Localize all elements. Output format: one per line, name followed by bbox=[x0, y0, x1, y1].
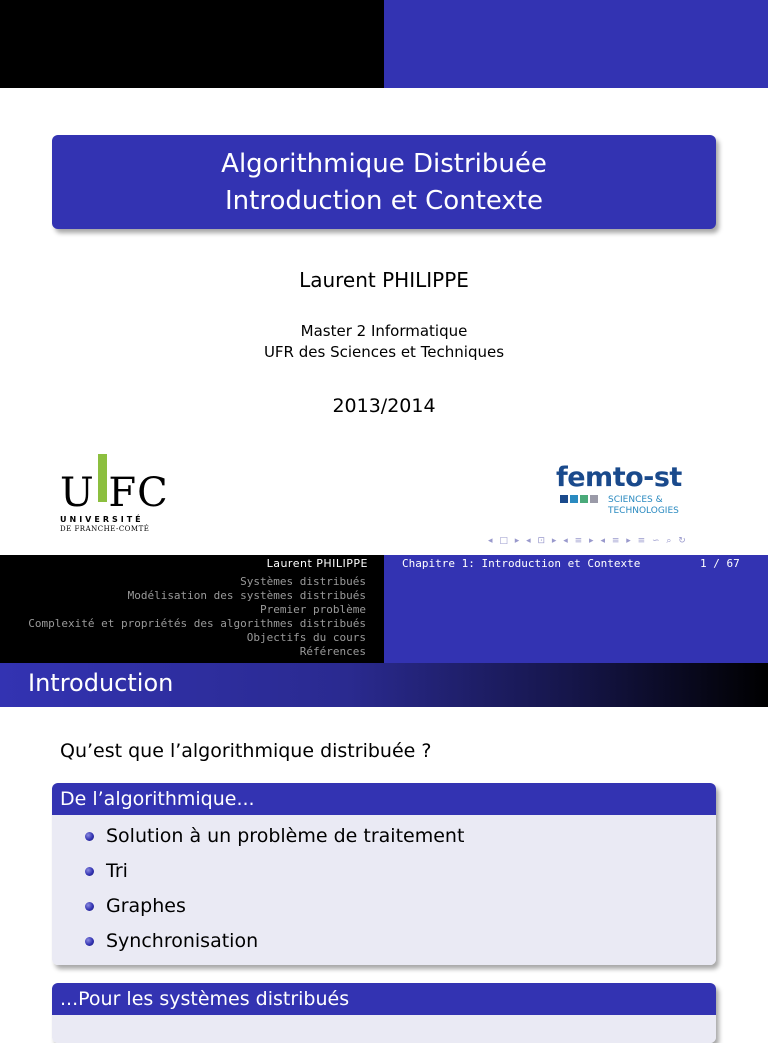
title-line-2: Introduction et Contexte bbox=[224, 186, 544, 216]
block-systemes-distribues bbox=[52, 983, 716, 1043]
block-body bbox=[52, 815, 716, 965]
bullet-icon bbox=[85, 902, 94, 911]
header-bar-right bbox=[384, 0, 768, 88]
date: 2013/2014 bbox=[332, 395, 436, 417]
femto-square-2 bbox=[570, 495, 578, 503]
toc-item[interactable]: Premier problème bbox=[260, 603, 366, 616]
block-body bbox=[52, 1015, 716, 1043]
block-algorithmique bbox=[52, 783, 716, 965]
block-title: De l’algorithmique... bbox=[52, 783, 716, 815]
footer-page-number: 1 / 67 bbox=[700, 557, 740, 570]
footer-toc bbox=[28, 575, 366, 659]
author: Laurent PHILIPPE bbox=[299, 268, 469, 292]
list-item bbox=[52, 854, 716, 889]
toc-item[interactable]: Modélisation des systèmes distribués bbox=[127, 589, 366, 602]
institute-line-1: Master 2 Informatique bbox=[300, 322, 468, 340]
list-item-text: Solution à un problème de traitement bbox=[106, 825, 465, 847]
header-bar-left bbox=[0, 0, 384, 88]
ufc-logo-subtitle: DE FRANCHE-COMTÉ bbox=[60, 525, 150, 533]
title-line-1: Algorithmique Distribuée bbox=[221, 149, 547, 179]
ufc-logo-letters: U FC bbox=[60, 470, 169, 516]
femto-sub-1: SCIENCES & bbox=[608, 495, 663, 505]
list-item-text: Tri bbox=[106, 860, 128, 882]
institute bbox=[0, 321, 768, 363]
footer-author: Laurent PHILIPPE bbox=[266, 557, 368, 570]
institute-line-2: UFR des Sciences et Techniques bbox=[263, 343, 505, 361]
femto-square-4 bbox=[590, 495, 598, 503]
footer-right bbox=[384, 555, 768, 663]
ufc-logo-univ: UNIVERSITÉ bbox=[60, 515, 144, 524]
bullet-icon bbox=[85, 867, 94, 876]
list-item-text: Synchronisation bbox=[106, 930, 259, 952]
list-item bbox=[52, 889, 716, 924]
footer-chapter: Chapitre 1: Introduction et Contexte bbox=[402, 557, 641, 570]
femto-logo-word: femto-st bbox=[556, 462, 682, 493]
title-box bbox=[52, 135, 716, 229]
toc-item[interactable]: Systèmes distribués bbox=[240, 575, 366, 588]
toc-item[interactable]: Références bbox=[299, 645, 366, 658]
block-title: ...Pour les systèmes distribués bbox=[52, 983, 716, 1015]
toc-item[interactable]: Complexité et propriétés des algorithmes distribués bbox=[28, 617, 366, 630]
frame-title: Introduction bbox=[28, 669, 174, 697]
femto-square-3 bbox=[580, 495, 588, 503]
question-text: Qu’est que l’algorithmique distribuée ? bbox=[60, 740, 432, 762]
femto-sub-2: TECHNOLOGIES bbox=[608, 506, 679, 516]
femto-logo-subtitle bbox=[608, 495, 679, 517]
femto-logo bbox=[556, 462, 696, 522]
list-item-text: Graphes bbox=[106, 895, 186, 917]
beamer-navigation-icons[interactable]: ◂ □ ▸ ◂ ⊡ ▸ ◂ ≡ ▸ ◂ ≡ ▸ ≡ ∽ ⌕ ↻ bbox=[488, 536, 688, 546]
bullet-icon bbox=[85, 832, 94, 841]
list-item bbox=[52, 924, 716, 959]
ufc-logo bbox=[60, 452, 180, 534]
bullet-icon bbox=[85, 937, 94, 946]
toc-item[interactable]: Objectifs du cours bbox=[246, 631, 366, 644]
femto-square-1 bbox=[560, 495, 568, 503]
list-item bbox=[52, 819, 716, 854]
